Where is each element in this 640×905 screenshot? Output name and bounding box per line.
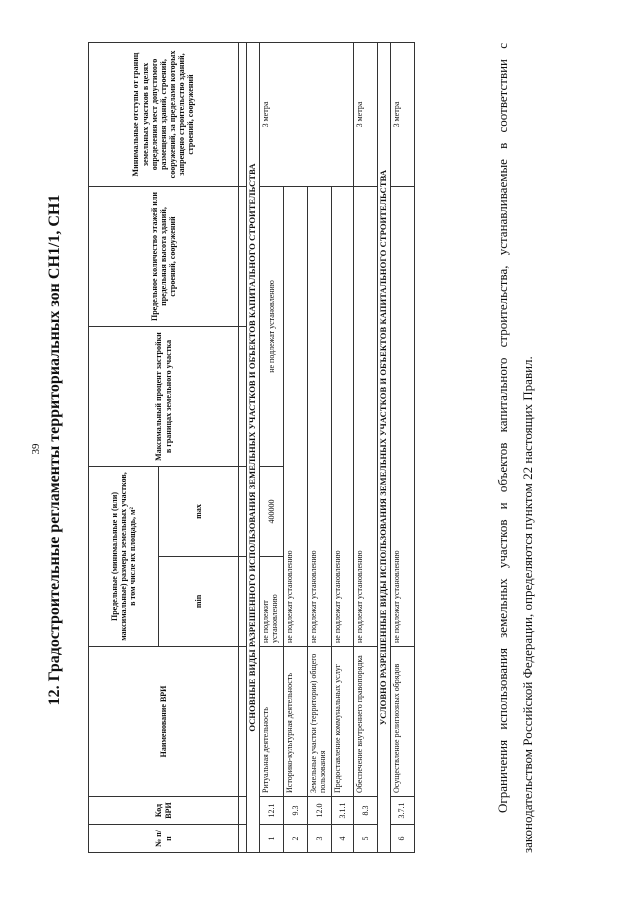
table-row bbox=[259, 43, 283, 853]
row-name: Земельные участки (территории) общего пользования bbox=[307, 647, 331, 797]
section-row-main bbox=[247, 43, 260, 853]
row-min: не подлежит установлению bbox=[259, 557, 283, 647]
header-max: max bbox=[159, 467, 239, 557]
row-all: не подлежат установлению bbox=[353, 187, 377, 647]
row-all: не подлежат установлению bbox=[283, 187, 307, 647]
rotated-page-content bbox=[40, 15, 600, 885]
row-name: Осуществление религиозных обрядов bbox=[390, 647, 414, 797]
table-row bbox=[353, 43, 377, 853]
section-title: 12. Градостроительные регламенты территориальных зон СН1/1, СН1 bbox=[46, 194, 63, 706]
row-name: Ритуальная деятельность bbox=[259, 647, 283, 797]
row-code: 12.1 bbox=[259, 797, 283, 825]
row-num: 2 bbox=[283, 825, 307, 853]
row-code: 3.7.1 bbox=[390, 797, 414, 825]
header-setback: Минимальные отступы от границ земельных участков в целях определения мест допустимого размещения зданий, строений, сооружений, за пределами которых запрещено строительство зданий, строений, сооружений bbox=[89, 43, 239, 187]
row-num: 3 bbox=[307, 825, 331, 853]
row-all: не подлежат установлению bbox=[307, 187, 331, 647]
header-name: Наименование ВРИ bbox=[89, 647, 239, 797]
row-rest: не подлежат установлению bbox=[259, 187, 283, 467]
table-spacer-row bbox=[239, 43, 247, 853]
table-header-row bbox=[89, 43, 159, 853]
header-size-group: Предельные (минимальные и (или) максимальные) размеры земельных участков, в том числе их площадь, м² bbox=[89, 467, 159, 647]
page-number: 39 bbox=[30, 443, 42, 455]
section-conditional-label: УСЛОВНО РАЗРЕШЕННЫЕ ВИДЫ ИСПОЛЬЗОВАНИЯ ЗЕМЕЛЬНЫХ УЧАСТКОВ И ОБЪЕКТОВ КАПИТАЛЬНОГО СТРОИТЕЛЬСТВА bbox=[377, 43, 390, 853]
row-all: не подлежат установлению bbox=[331, 187, 353, 647]
row-name: Историко-культурная деятельность bbox=[283, 647, 307, 797]
header-min: min bbox=[159, 557, 239, 647]
row-num: 5 bbox=[353, 825, 377, 853]
row-code: 8.3 bbox=[353, 797, 377, 825]
row-code: 12.0 bbox=[307, 797, 331, 825]
row-setback: 3 метра bbox=[353, 43, 377, 187]
row-name: Предоставление коммунальных услуг bbox=[331, 647, 353, 797]
regulations-table bbox=[88, 42, 415, 853]
row-all: не подлежат установлению bbox=[390, 187, 414, 647]
row-num: 4 bbox=[331, 825, 353, 853]
row-setback: 3 метра bbox=[390, 43, 414, 187]
section-row-conditional bbox=[377, 43, 390, 853]
section-main-label: ОСНОВНЫЕ ВИДЫ РАЗРЕШЕННОГО ИСПОЛЬЗОВАНИЯ ЗЕМЕЛЬНЫХ УЧАСТКОВ И ОБЪЕКТОВ КАПИТАЛЬНОГО СТРОИТЕЛЬСТВА bbox=[247, 43, 260, 853]
row-setback: 3 метра bbox=[259, 43, 353, 187]
table-row bbox=[390, 43, 414, 853]
header-code: Код ВРИ bbox=[89, 797, 239, 825]
row-name: Обеспечение внутреннего правопорядка bbox=[353, 647, 377, 797]
row-code: 9.3 bbox=[283, 797, 307, 825]
header-floors: Предельное количество этажей или предельная высота зданий, строений, сооружений bbox=[89, 187, 239, 327]
header-num: № п/п bbox=[89, 825, 239, 853]
row-num: 6 bbox=[390, 825, 414, 853]
header-build-percent: Максимальный процент застройки в границах земельного участка bbox=[89, 327, 239, 467]
row-num: 1 bbox=[259, 825, 283, 853]
row-max: 400000 bbox=[259, 467, 283, 557]
row-code: 3.1.1 bbox=[331, 797, 353, 825]
footnote-paragraph: Ограничения использования земельных участков и объектов капитального строительства, устанавливаемые в соответствии с законодательством Российской Федерации, определяются пунктом 22 настоящих Правил. bbox=[495, 43, 535, 853]
